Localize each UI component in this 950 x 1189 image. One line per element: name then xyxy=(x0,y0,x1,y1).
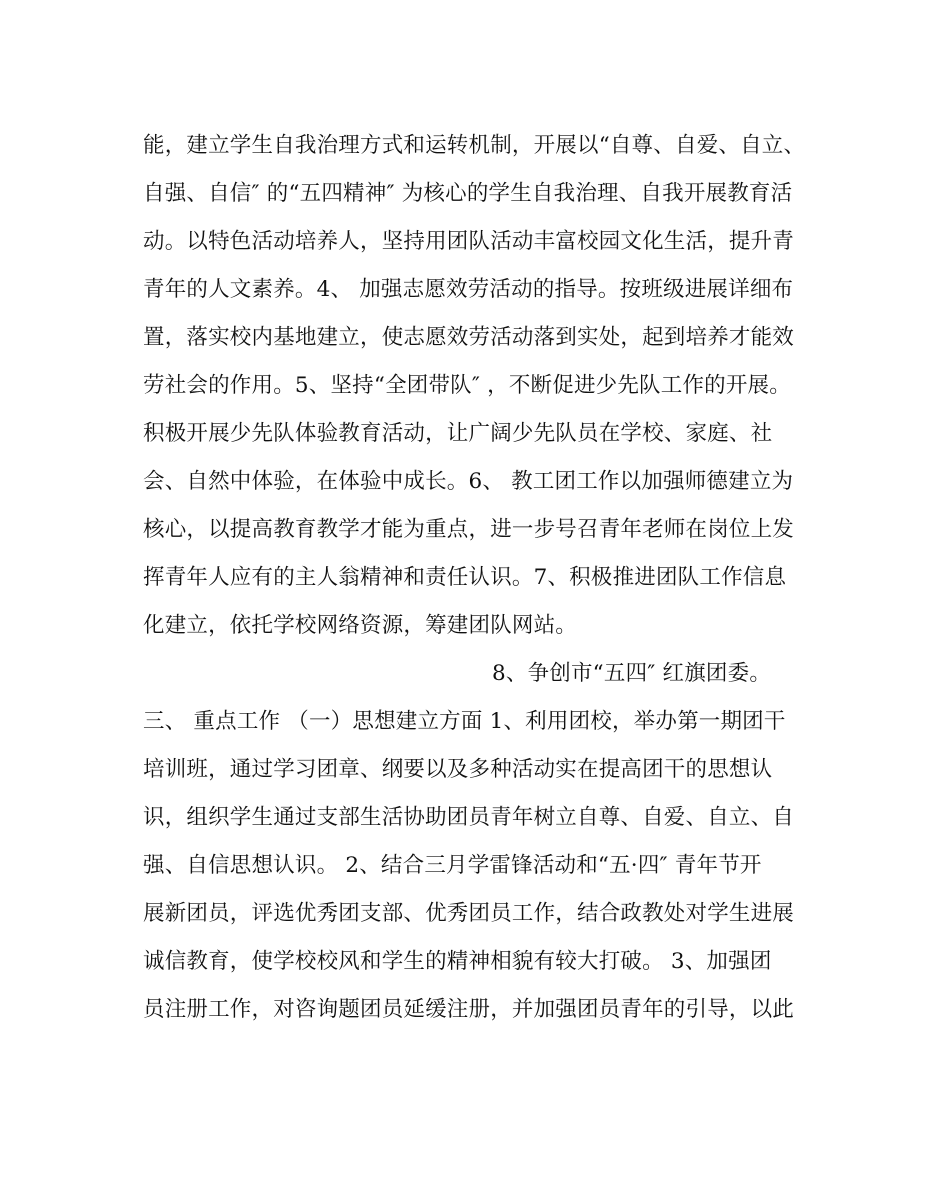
text-line: 化建立，依托学校网络资源，筹建团队网站。 xyxy=(143,613,578,638)
text-line: 识，组织学生通过支部生活协助团员青年树立自尊、自爱、自立、自 xyxy=(143,805,795,830)
text-line: 置，落实校内基地建立，使志愿效劳活动落到实处，起到培养才能效 xyxy=(143,325,795,350)
text-line: 能，建立学生自我治理方式和运转机制，开展以“自尊、自爱、自立、 xyxy=(143,133,806,158)
text-line: 培训班，通过学习团章、纲要以及多种活动实在提高团干的思想认 xyxy=(143,757,773,782)
text-line: 员注册工作，对咨询题团员延缓注册，并加强团员青年的引导，以此 xyxy=(143,997,795,1022)
text-line: 会、自然中体验，在体验中成长。6、 教工团工作以加强师德建立为 xyxy=(143,469,794,494)
text-line: 诚信教育，使学校校风和学生的精神相貌有较大打破。 3、加强团 xyxy=(143,949,772,974)
text-line: 展新团员，评选优秀团支部、优秀团员工作，结合政教处对学生进展 xyxy=(143,901,795,926)
text-line: 青年的人文素养。4、 加强志愿效劳活动的指导。按班级进展详细布 xyxy=(143,277,794,302)
text-line: 核心，以提高教育教学才能为重点，进一步号召青年老师在岗位上发 xyxy=(143,517,795,542)
text-line: 劳社会的作用。5、坚持“全团带队″ ，不断促进少先队工作的开展。 xyxy=(143,373,791,398)
text-line: 积极开展少先队体验教育活动，让广阔少先队员在学校、家庭、社 xyxy=(143,421,773,446)
section-heading-line: 三、 重点工作 （一）思想建立方面 1、利用团校，举办第一期团干 xyxy=(143,709,786,734)
text-line: 动。以特色活动培养人，坚持用团队活动丰富校园文化生活，提升青 xyxy=(143,229,795,254)
text-line: 挥青年人应有的主人翁精神和责任认识。7、积极推进团队工作信息 xyxy=(143,565,787,590)
text-line: 自强、自信″ 的“五四精神″ 为核心的学生自我治理、自我开展教育活 xyxy=(143,181,793,206)
text-line-indented: 8、争创市“五四″ 红旗团委。 xyxy=(492,661,772,686)
text-line: 强、自信思想认识。 2、结合三月学雷锋活动和“五·四″ 青年节开 xyxy=(143,853,762,878)
